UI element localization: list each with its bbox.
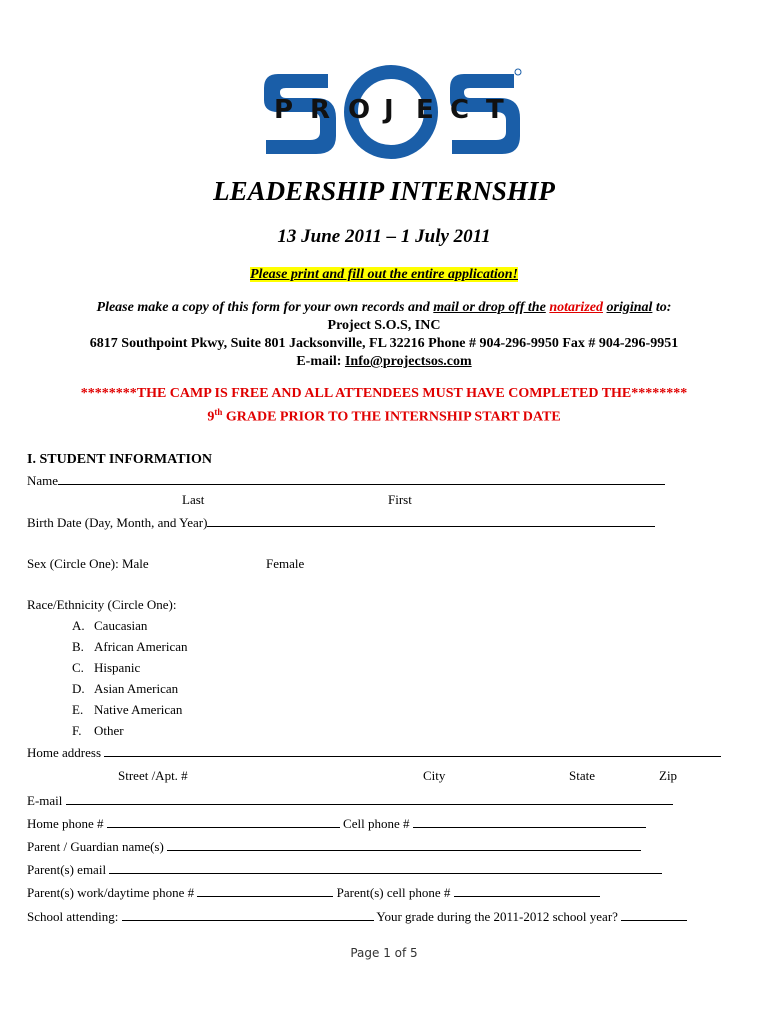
race-option-c[interactable]: C. Hispanic (72, 660, 141, 675)
guardian-name-field[interactable] (167, 838, 641, 851)
home-address-row: Home address (27, 744, 721, 761)
mailing-instructions: Please make a copy of this form for your own records and mail or drop off the notarized original to: Project S.O.S, INC 6817 Southpoint Pkwy, Suite 801 Jacksonville, FL 32216 Phone # 904-296-9950 Fax # 904-296-9951 E-mail: Info@projectsos.com (0, 299, 768, 371)
name-row: Name (27, 472, 665, 489)
internship-dates: 13 June 2011 – 1 July 2011 (277, 226, 491, 247)
email-row: E-mail (27, 792, 673, 809)
svg-text:C: C (450, 95, 470, 125)
cell-phone-field[interactable] (413, 815, 646, 828)
svg-text:R: R (310, 95, 331, 125)
parent-cell-phone-field[interactable] (454, 884, 600, 897)
home-phone-field[interactable] (107, 815, 340, 828)
svg-text:O: O (348, 95, 371, 125)
contact-email-link[interactable]: Info@projectsos.com (344, 354, 472, 369)
project-sos-logo (258, 62, 524, 162)
street-label: Street /Apt. # (118, 768, 188, 783)
organization-address: 6817 Southpoint Pkwy, Suite 801 Jacksonville, FL 32216 Phone # 904-296-9950 Fax # 904-296-9951 (89, 336, 679, 351)
parent-phone-row: Parent(s) work/daytime phone # Parent(s) cell phone # (27, 884, 600, 901)
first-label: First (388, 492, 412, 507)
race-option-e[interactable]: E. Native American (72, 702, 183, 717)
race-option-a[interactable]: A. Caucasian (72, 618, 148, 633)
race-option-d[interactable]: D. Asian American (72, 681, 179, 696)
parent-work-phone-field[interactable] (197, 884, 333, 897)
parent-email-row: Parent(s) email (27, 861, 662, 878)
grade-field[interactable] (621, 908, 687, 921)
svg-text:J: J (384, 95, 394, 125)
svg-text:P: P (274, 95, 294, 125)
name-field[interactable] (58, 472, 665, 485)
registered-mark-icon (515, 69, 521, 75)
birth-date-field[interactable] (207, 514, 655, 527)
svg-text:T: T (486, 95, 504, 125)
school-row: School attending: Your grade during the 2011-2012 school year? (27, 908, 687, 925)
phone-row: Home phone # Cell phone # (27, 815, 646, 832)
page-title: LEADERSHIP INTERNSHIP (213, 176, 555, 206)
state-label: State (569, 768, 595, 783)
race-options (72, 618, 187, 744)
guardian-row: Parent / Guardian name(s) (27, 838, 641, 855)
zip-label: Zip (659, 768, 678, 783)
email-field[interactable] (66, 792, 673, 805)
city-label: City (423, 768, 446, 783)
section-heading: I. STUDENT INFORMATION (27, 452, 213, 467)
print-notice: Please print and fill out the entire application! (250, 267, 518, 282)
sex-male-option[interactable]: Sex (Circle One): Male (27, 556, 149, 571)
home-address-field[interactable] (104, 744, 721, 757)
camp-requirement: ********THE CAMP IS FREE AND ALL ATTENDEES MUST HAVE COMPLETED THE******** 9th GRADE PRIOR TO THE INTERNSHIP START DATE (80, 386, 688, 425)
last-label: Last (182, 492, 205, 507)
birth-row: Birth Date (Day, Month, and Year) (27, 514, 655, 531)
organization-name: Project S.O.S, INC (327, 318, 441, 333)
school-field[interactable] (122, 908, 374, 921)
race-label: Race/Ethnicity (Circle One): (27, 597, 177, 612)
page-number: Page 1 of 5 (350, 946, 418, 960)
race-option-f[interactable]: F. Other (72, 723, 124, 738)
sex-female-option[interactable]: Female (266, 556, 305, 571)
parent-email-field[interactable] (109, 861, 662, 874)
svg-text:E: E (416, 95, 434, 125)
race-option-b[interactable]: B. African American (72, 639, 188, 654)
